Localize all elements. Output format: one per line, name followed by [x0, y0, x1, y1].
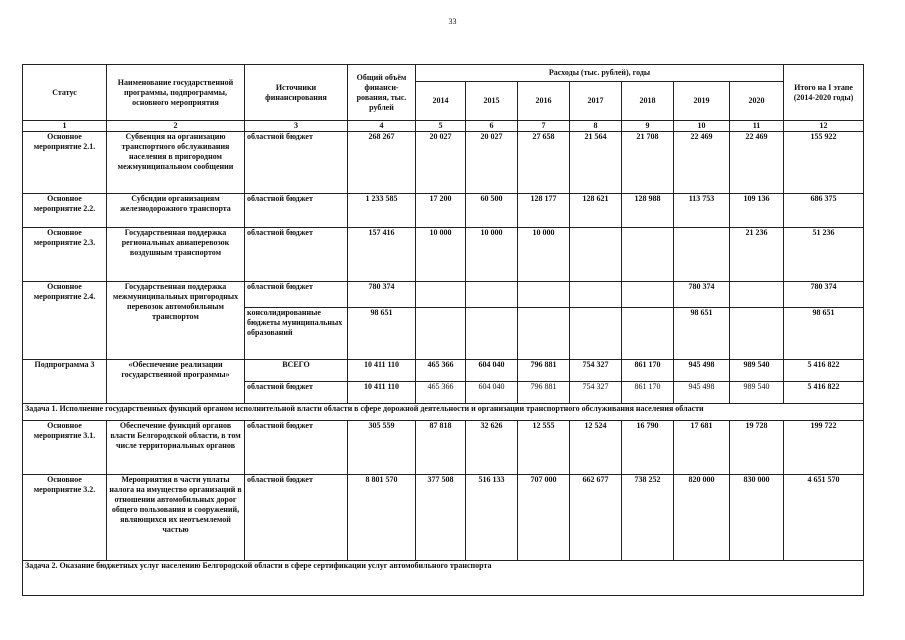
col-number: 10	[674, 121, 730, 132]
total-cell: 98 651	[348, 308, 416, 360]
year-value-cell: 16 790	[622, 421, 674, 475]
year-value-cell	[622, 282, 674, 308]
stage-total-cell: 5 416 822	[784, 360, 864, 382]
col-number: 3	[245, 121, 348, 132]
year-value-cell: 830 000	[730, 475, 784, 561]
name-cell: «Обеспечение реализации государственной программы»	[107, 360, 245, 404]
year-value-cell: 32 626	[466, 421, 518, 475]
year-value-cell: 22 469	[730, 132, 784, 194]
source-cell: областной бюджет	[245, 132, 348, 194]
year-value-cell: 796 881	[518, 360, 570, 382]
year-value-cell: 989 540	[730, 382, 784, 404]
year-value-cell: 128 177	[518, 194, 570, 228]
name-cell: Субвенция на организацию транспортного обслуживания населения в пригородном межмуниципальном сообщении	[107, 132, 245, 194]
source-cell: областной бюджет	[245, 475, 348, 561]
year-value-cell: 10 000	[416, 228, 466, 282]
year-value-cell: 945 498	[674, 382, 730, 404]
year-value-cell	[416, 308, 466, 360]
col-number: 2	[107, 121, 245, 132]
year-value-cell: 12 524	[570, 421, 622, 475]
total-cell: 157 416	[348, 228, 416, 282]
status-cell: Основное мероприятие 3.1.	[23, 421, 107, 475]
year-value-cell: 10 000	[466, 228, 518, 282]
total-cell: 1 233 585	[348, 194, 416, 228]
year-value-cell	[730, 308, 784, 360]
year-value-cell: 377 508	[416, 475, 466, 561]
year-value-cell: 60 500	[466, 194, 518, 228]
year-value-cell: 604 040	[466, 360, 518, 382]
year-value-cell: 604 040	[466, 382, 518, 404]
year-value-cell: 861 170	[622, 360, 674, 382]
total-cell: 305 559	[348, 421, 416, 475]
header-status: Статус	[23, 65, 107, 121]
stage-total-cell: 4 651 570	[784, 475, 864, 561]
col-number: 1	[23, 121, 107, 132]
header-stage-total: Итого на I этапе (2014-2020 годы)	[784, 65, 864, 121]
header-year: 2020	[730, 82, 784, 121]
year-value-cell: 516 133	[466, 475, 518, 561]
col-number: 4	[348, 121, 416, 132]
year-value-cell	[466, 282, 518, 308]
header-row	[23, 65, 864, 82]
year-value-cell: 707 000	[518, 475, 570, 561]
year-value-cell: 109 136	[730, 194, 784, 228]
header-year: 2018	[622, 82, 674, 121]
total-cell: 780 374	[348, 282, 416, 308]
year-value-cell	[570, 308, 622, 360]
year-value-cell: 128 621	[570, 194, 622, 228]
name-cell: Мероприятия в части уплаты налога на имущество организаций в отношении автомобильных дорог общего пользования и сооружений, являющихся их неотъемлемой частью	[107, 475, 245, 561]
year-value-cell: 27 658	[518, 132, 570, 194]
status-cell: Основное мероприятие 2.1.	[23, 132, 107, 194]
stage-total-cell: 199 722	[784, 421, 864, 475]
year-value-cell: 12 555	[518, 421, 570, 475]
page-number: 33	[448, 17, 457, 26]
stage-total-cell: 155 922	[784, 132, 864, 194]
year-value-cell: 19 728	[730, 421, 784, 475]
year-value-cell: 820 000	[674, 475, 730, 561]
name-cell: Государственная поддержка региональных авиаперевозок воздушным транспортом	[107, 228, 245, 282]
status-cell: Подпрограмма 3	[23, 360, 107, 404]
budget-table	[22, 64, 864, 596]
year-value-cell: 21 236	[730, 228, 784, 282]
year-value-cell: 796 881	[518, 382, 570, 404]
source-cell: областной бюджет	[245, 282, 348, 308]
total-cell: 8 801 570	[348, 475, 416, 561]
stage-total-cell: 686 375	[784, 194, 864, 228]
status-cell: Основное мероприятие 2.4.	[23, 282, 107, 360]
col-number: 12	[784, 121, 864, 132]
year-value-cell: 754 327	[570, 382, 622, 404]
header-year: 2017	[570, 82, 622, 121]
year-value-cell	[570, 228, 622, 282]
year-value-cell: 20 027	[466, 132, 518, 194]
col-number: 5	[416, 121, 466, 132]
year-value-cell: 10 000	[518, 228, 570, 282]
header-year: 2014	[416, 82, 466, 121]
year-value-cell	[622, 308, 674, 360]
header-total-volume: Общий объём финанси-рования, тыс. рублей	[348, 65, 416, 121]
year-value-cell	[674, 228, 730, 282]
year-value-cell: 662 677	[570, 475, 622, 561]
task-1-text: Задача 1. Исполнение государственных функций органом исполнительной власти области в сфере дорожной деятельности и организации транспортного обслуживания населения области	[23, 404, 864, 421]
table-row	[23, 194, 864, 228]
stage-total-cell: 51 236	[784, 228, 864, 282]
year-value-cell	[622, 228, 674, 282]
year-value-cell: 945 498	[674, 360, 730, 382]
year-value-cell: 754 327	[570, 360, 622, 382]
col-number: 6	[466, 121, 518, 132]
source-cell: ВСЕГО	[245, 360, 348, 382]
task-2-text: Задача 2. Оказание бюджетных услуг населению Белгородской области в сфере сертификации услуг автомобильного транспорта	[23, 561, 864, 596]
source-cell: областной бюджет	[245, 228, 348, 282]
year-value-cell	[730, 282, 784, 308]
year-value-cell: 738 252	[622, 475, 674, 561]
header-year: 2019	[674, 82, 730, 121]
col-number: 8	[570, 121, 622, 132]
year-value-cell: 128 988	[622, 194, 674, 228]
col-number: 9	[622, 121, 674, 132]
table-row	[23, 228, 864, 282]
table-row	[23, 421, 864, 475]
year-value-cell: 17 681	[674, 421, 730, 475]
name-cell: Обеспечение функций органов власти Белгородской области, в том числе территориальных органов	[107, 421, 245, 475]
header-year: 2015	[466, 82, 518, 121]
col-number: 11	[730, 121, 784, 132]
year-value-cell: 98 651	[674, 308, 730, 360]
source-cell: областной бюджет	[245, 382, 348, 404]
stage-total-cell: 780 374	[784, 282, 864, 308]
year-value-cell	[518, 282, 570, 308]
source-cell: консолидированные бюджеты муниципальных образований	[245, 308, 348, 360]
header-year: 2016	[518, 82, 570, 121]
year-value-cell: 22 469	[674, 132, 730, 194]
year-value-cell: 780 374	[674, 282, 730, 308]
stage-total-cell: 98 651	[784, 308, 864, 360]
status-cell: Основное мероприятие 3.2.	[23, 475, 107, 561]
table-row	[23, 475, 864, 561]
status-cell: Основное мероприятие 2.3.	[23, 228, 107, 282]
year-value-cell	[518, 308, 570, 360]
year-value-cell: 20 027	[416, 132, 466, 194]
table-row	[23, 282, 864, 308]
year-value-cell: 989 540	[730, 360, 784, 382]
total-cell: 10 411 110	[348, 360, 416, 382]
year-value-cell: 21 708	[622, 132, 674, 194]
name-cell: Субсидии организациям железнодорожного транспорта	[107, 194, 245, 228]
year-value-cell: 17 200	[416, 194, 466, 228]
year-value-cell: 113 753	[674, 194, 730, 228]
year-value-cell	[416, 282, 466, 308]
column-number-row	[23, 121, 864, 132]
table-row	[23, 360, 864, 382]
header-name: Наименование государственной программы, подпрограммы, основного мероприятия	[107, 65, 245, 121]
year-value-cell: 465 366	[416, 382, 466, 404]
year-value-cell: 861 170	[622, 382, 674, 404]
year-value-cell: 21 564	[570, 132, 622, 194]
year-value-cell	[570, 282, 622, 308]
source-cell: областной бюджет	[245, 421, 348, 475]
stage-total-cell: 5 416 822	[784, 382, 864, 404]
year-value-cell	[466, 308, 518, 360]
source-cell: областной бюджет	[245, 194, 348, 228]
table-row	[23, 132, 864, 194]
task-row	[23, 561, 864, 596]
header-sources: Источники финансирования	[245, 65, 348, 121]
col-number: 7	[518, 121, 570, 132]
total-cell: 10 411 110	[348, 382, 416, 404]
status-cell: Основное мероприятие 2.2.	[23, 194, 107, 228]
year-value-cell: 87 818	[416, 421, 466, 475]
year-value-cell: 465 366	[416, 360, 466, 382]
header-expenses: Расходы (тыс. рублей), годы	[416, 65, 784, 82]
name-cell: Государственная поддержка межмуниципальных пригородных перевозок автомобильным транспортом	[107, 282, 245, 360]
total-cell: 268 267	[348, 132, 416, 194]
task-row	[23, 404, 864, 421]
